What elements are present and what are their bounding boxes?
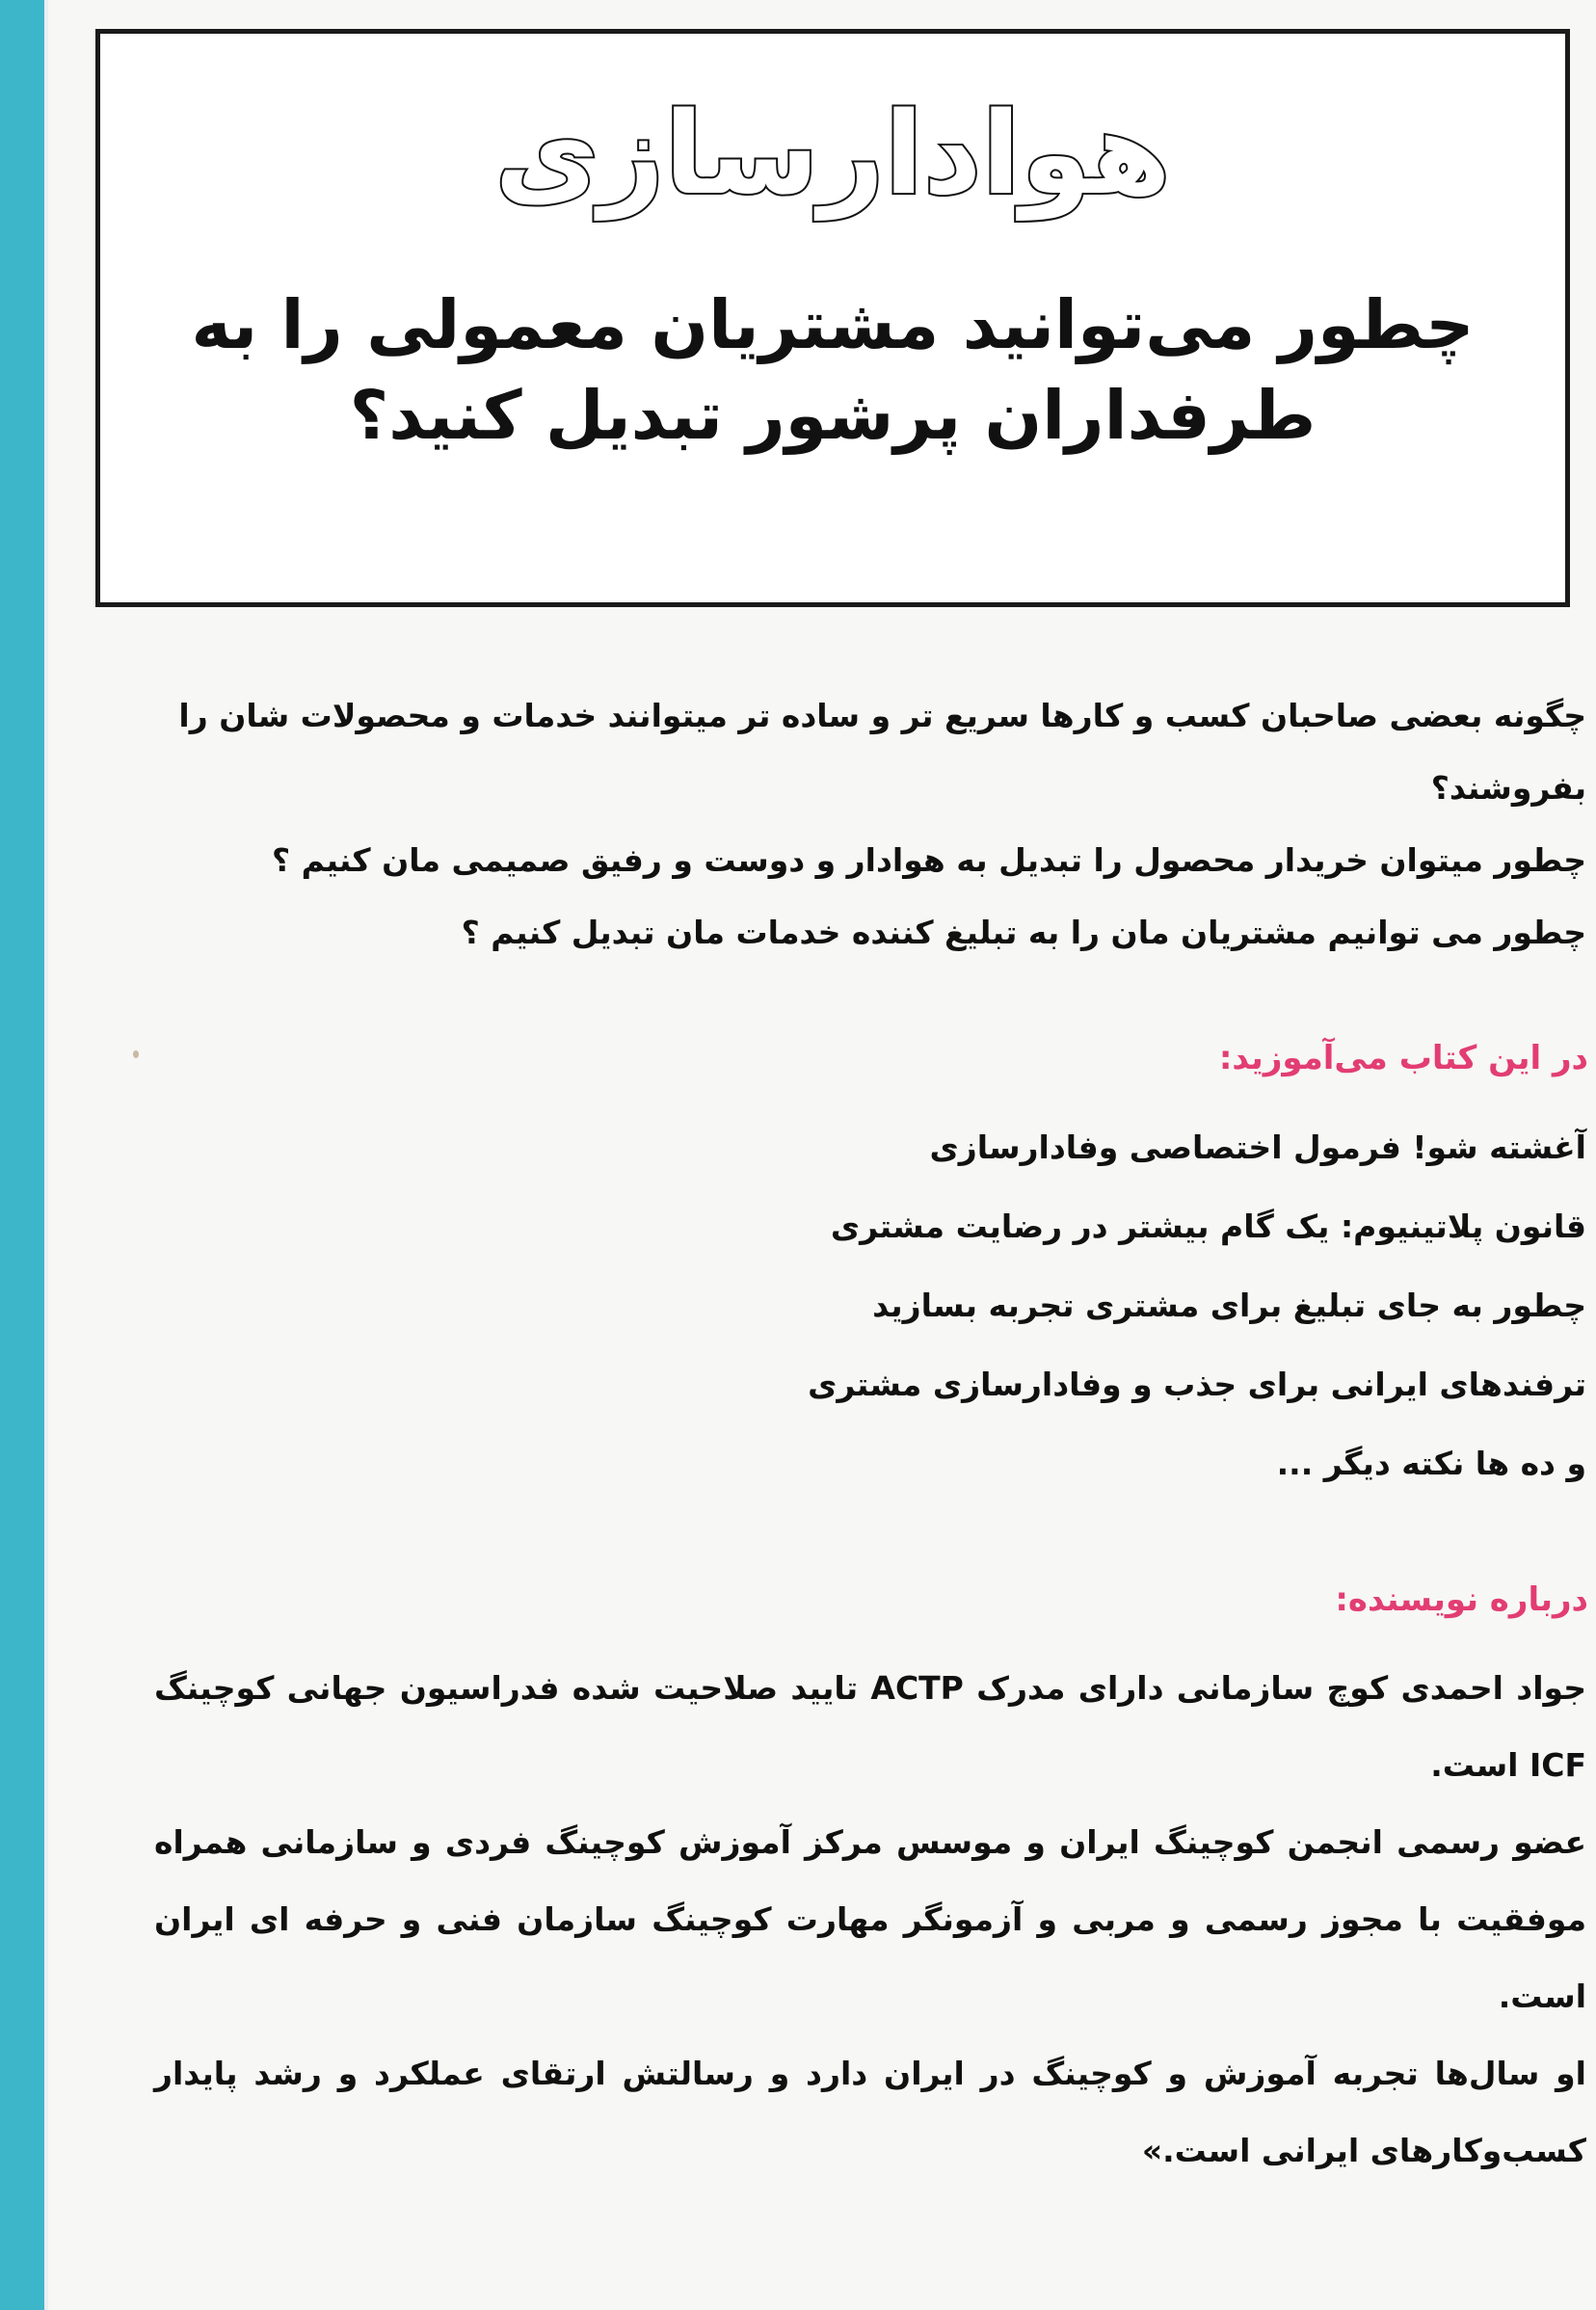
learn-list <box>289 1108 1586 1503</box>
title-box <box>95 29 1570 607</box>
learn-item: و ده ها نکته دیگر ... <box>1276 1445 1586 1482</box>
learn-item: ترفندهای ایرانی برای جذب و وفادارسازی مشتری <box>808 1366 1586 1403</box>
learn-item: چطور به جای تبلیغ برای مشتری تجربه بسازید <box>872 1287 1586 1324</box>
book-subtitle: چطور می‌توانید مشتریان معمولی را به طرفداران پرشور تبدیل کنید؟ <box>191 285 1475 455</box>
book-title: هوادارسازی <box>494 87 1171 220</box>
spine-edge <box>44 0 48 2310</box>
intro-question-1: چگونه بعضی صاحبان کسب و کارها سریع تر و ساده تر میتوانند خدمات و محصولات شان را بفروشند؟ <box>178 697 1586 807</box>
paper-speck <box>133 1050 139 1058</box>
intro-question-2: چطور میتوان خریدار محصول را تبدیل به هوادار و دوست و رفیق صمیمی مان کنیم ؟ <box>271 841 1586 879</box>
author-paragraph-3: او سال‌ها تجربه آموزش و کوچینگ در ایران دارد و رسالتش ارتقای عملکرد و رشد پایدار کسب‌وکارهای ایرانی است.» <box>154 2055 1586 2169</box>
author-heading: درباره نویسنده: <box>1335 1580 1588 1619</box>
intro-questions <box>145 679 1586 969</box>
author-paragraph-2: عضو رسمی انجمن کوچینگ ایران و موسس مرکز آموزش کوچینگ فردی و سازمانی همراه موفقیت با مجوز رسمی و مربی و آزمونگر مهارت کوچینگ سازمان فنی و حرفه ای ایران است. <box>154 1823 1586 2015</box>
learn-item: آغشته شو! فرمول اختصاصی وفادارسازی <box>929 1128 1586 1166</box>
intro-question-3: چطور می توانیم مشتریان مان را به تبلیغ کننده خدمات مان تبدیل کنیم ؟ <box>461 914 1586 951</box>
book-spine <box>0 0 44 2310</box>
learn-item: قانون پلاتینیوم: یک گام بیشتر در رضایت مشتری <box>830 1208 1586 1245</box>
learn-heading: در این کتاب می‌آموزید: <box>1218 1039 1588 1077</box>
author-paragraph-1: جواد احمدی کوچ سازمانی دارای مدرک ACTP تایید صلاحیت شده فدراسیون جهانی کوچینگ ICF است. <box>154 1669 1586 1784</box>
author-bio <box>154 1650 1586 2190</box>
